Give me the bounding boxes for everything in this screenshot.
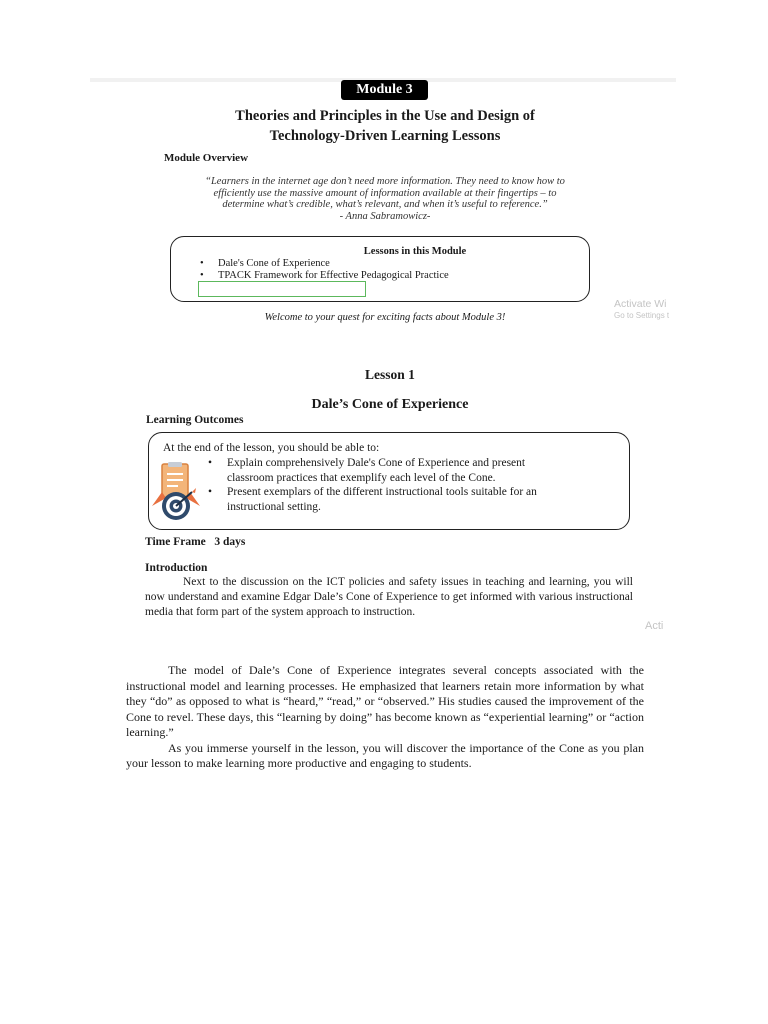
quote-line-2: efficiently use the massive amount of information available at their fingertips – to [213, 187, 557, 199]
module-overview-label: Module Overview [164, 152, 249, 164]
body-paragraph-2: As you immerse yourself in the lesson, you will discover the importance of the Cone as you plan your lesson to make learning more productive and engaging to students. [126, 740, 644, 770]
introduction-paragraph: Next to the discussion on the ICT policies and safety issues in teaching and learning, you will now understand and examine Edgar Dale’s Cone of Experience to get informed with various instructional media that form part of the system approach to instruction. [145, 576, 633, 618]
activate-windows-subtext: Go to Settings t [614, 311, 670, 320]
quote-author: - Anna Sabramowicz- [339, 210, 431, 222]
lessons-box-title: Lessons in this Module [363, 246, 467, 257]
lesson-number: Lesson 1 [365, 367, 415, 382]
outcome-line: • Explain comprehensively Dale's Cone of Experience and present [227, 457, 526, 469]
introduction-label: Introduction [145, 562, 208, 574]
lesson-list-item: • TPACK Framework for Effective Pedagogical Practice [200, 270, 449, 282]
overview-quote [165, 176, 605, 222]
welcome-text: Welcome to your quest for exciting facts about Module 3! [264, 312, 506, 323]
learning-outcomes-intro: At the end of the lesson, you should be able to: [163, 442, 380, 454]
learning-outcomes-label: Learning Outcomes [146, 414, 244, 426]
clipboard-target-icon [148, 462, 204, 522]
outcome-item [208, 485, 608, 514]
lessons-list [200, 258, 449, 282]
module-badge: Module 3 [341, 80, 428, 100]
module-title-line-1: Theories and Principles in the Use and Design of [235, 108, 535, 124]
outcome-line: instructional setting. [227, 500, 321, 513]
body-text [126, 663, 644, 772]
learning-outcomes-list [208, 456, 608, 514]
time-frame: Time Frame 3 days [145, 536, 246, 548]
quote-line-3: determine what’s credible, what’s relevant, and when it’s useful to reference.” [222, 199, 548, 210]
lesson-title: Dale’s Cone of Experience [311, 397, 469, 412]
module-title [150, 106, 620, 146]
module-title-line-2: Technology-Driven Learning Lessons [269, 128, 501, 144]
quote-line-1: “Learners in the internet age don’t need more information. They need to know how to [205, 176, 565, 187]
empty-input-field[interactable] [198, 281, 366, 297]
activate-windows-watermark-partial: Acti [645, 620, 664, 632]
activate-windows-watermark: Activate Wi [614, 298, 667, 310]
outcome-item [208, 456, 608, 485]
body-paragraph-1: The model of Dale’s Cone of Experience integrates several concepts associated with the instructional model and learning processes. He emphasized that learners retain more information by what they “do” as opposed to what is “heard,” “read,” or “observed.” His studies caused the improvement of the Cone to revel. These days, this “learning by doing” has become known as “experiential learning” or “action learning.” [126, 663, 644, 739]
outcome-line: classroom practices that exemplify each level of the Cone. [227, 471, 496, 484]
lesson-list-item: • Dale's Cone of Experience [200, 258, 449, 270]
outcome-line: • Present exemplars of the different instructional tools suitable for an [227, 486, 537, 498]
